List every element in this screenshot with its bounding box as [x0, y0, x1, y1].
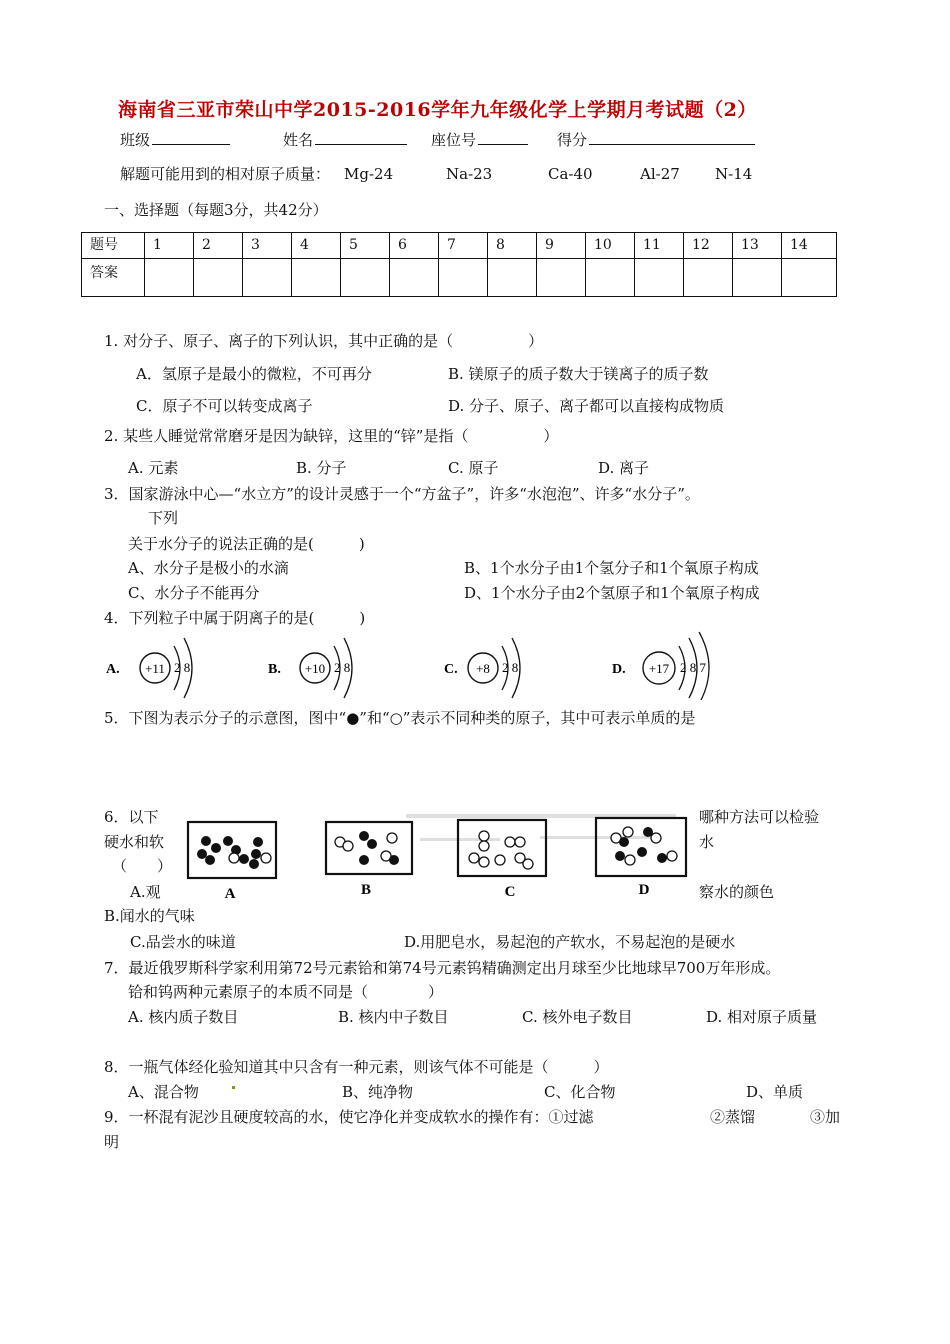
q4-option-d-diagram — [612, 632, 709, 700]
black-atom — [619, 837, 629, 847]
q4-stem: 4．下列粒子中属于阴离子的是( ) — [104, 609, 366, 627]
q6-line1-left: 6．以下 — [104, 808, 159, 826]
q3-option-a: A、水分子是极小的水滴 — [128, 559, 289, 577]
name-blank[interactable] — [315, 128, 407, 145]
q9-operation-3: ③加 — [810, 1108, 841, 1126]
white-atom — [387, 833, 397, 843]
q3-stem-continued: 下列 — [148, 509, 179, 527]
white-atom — [651, 833, 661, 843]
q6-option-a-left: A.观 — [130, 883, 161, 901]
table-cell-number: 10 — [586, 233, 635, 259]
black-atom — [223, 836, 233, 846]
q4-option-a-shells: 2 8 — [174, 660, 191, 675]
diagram-frame — [596, 818, 686, 876]
q5-stem: 5．下图为表示分子的示意图，图中“●”和“○”表示不同种类的原子，其中可表示单质的是 — [104, 709, 696, 727]
q2-option-d: D. 离子 — [598, 459, 650, 477]
q5-option-a-label: A — [224, 886, 236, 902]
table-cell-number: 5 — [341, 233, 390, 259]
white-atom — [505, 837, 515, 847]
q7-stem-2: 铪和钨两种元素原子的本质不同是（ ） — [128, 983, 444, 1001]
black-atom — [657, 853, 667, 863]
q8-option-c: C、化合物 — [544, 1083, 616, 1101]
q8-stem: 8．一瓶气体经化验知道其中只含有一种元素，则该气体不可能是（ ） — [104, 1058, 609, 1076]
q3-stem: 3．国家游泳中心—“水立方”的设计灵感于一个“方盆子”，许多“水泡泡”、许多“水分子”。 — [104, 485, 700, 503]
black-atom — [197, 849, 207, 859]
q4-option-b-nucleus: +10 — [304, 661, 326, 676]
q1-option-c: C．原子不可以转变成离子 — [136, 397, 313, 415]
q8-option-d: D、单质 — [746, 1083, 804, 1101]
q3-option-b: B、1个水分子由1个氢分子和1个氧原子构成 — [464, 559, 759, 577]
answer-cell[interactable] — [635, 259, 684, 297]
black-atom — [211, 843, 221, 853]
white-atom — [515, 837, 525, 847]
q5-option-c-box — [458, 820, 546, 900]
atomic-mass-mg: Mg-24 — [344, 165, 394, 183]
table-cell-number: 14 — [782, 233, 837, 259]
q7-option-c: C. 核外电子数目 — [522, 1008, 633, 1026]
answer-cell[interactable] — [684, 259, 733, 297]
q4-atom-diagrams — [100, 628, 740, 700]
white-atom — [261, 853, 271, 863]
answer-table-number-row — [82, 233, 837, 259]
answer-cell[interactable] — [194, 259, 243, 297]
score-blank[interactable] — [589, 128, 755, 145]
class-label: 班级 — [120, 131, 151, 149]
q7-option-b: B. 核内中子数目 — [338, 1008, 449, 1026]
table-cell-number: 1 — [145, 233, 194, 259]
q1-option-a: A．氢原子是最小的微粒，不可再分 — [136, 365, 372, 383]
answer-table — [81, 232, 837, 297]
table-cell-number: 4 — [292, 233, 341, 259]
table-cell-number: 7 — [439, 233, 488, 259]
q2-option-c: C. 原子 — [448, 459, 499, 477]
q1-stem: 1. 对分子、原子、离子的下列认识，其中正确的是（ ） — [104, 332, 544, 350]
q4-option-c-letter: C. — [444, 662, 458, 677]
q4-option-a-diagram — [106, 638, 192, 698]
seat-blank[interactable] — [478, 128, 528, 145]
white-atom — [479, 841, 489, 851]
name-label: 姓名 — [283, 131, 314, 149]
table-cell-number: 2 — [194, 233, 243, 259]
q9-stem-continued: 明 — [104, 1133, 120, 1151]
answer-cell[interactable] — [782, 259, 837, 297]
class-blank[interactable] — [152, 128, 230, 145]
black-atom — [251, 849, 261, 859]
q3-option-c: C、水分子不能再分 — [128, 584, 260, 602]
q5-option-d-box — [596, 818, 686, 898]
answer-cell[interactable] — [145, 259, 194, 297]
q6-option-a-right: 察水的颜色 — [699, 883, 775, 901]
q1-option-d: D. 分子、原子、离子都可以直接构成物质 — [448, 397, 725, 415]
answer-cell[interactable] — [733, 259, 782, 297]
q6-answer-paren: （ ） — [112, 857, 173, 875]
white-atom — [469, 853, 479, 863]
white-atom — [667, 851, 677, 861]
q5-option-c-label: C — [504, 884, 516, 900]
score-field — [557, 128, 755, 150]
table-cell-number: 12 — [684, 233, 733, 259]
q2-option-a: A. 元素 — [128, 459, 179, 477]
answer-cell[interactable] — [586, 259, 635, 297]
table-header-answer: 答案 — [82, 259, 145, 297]
q5-option-d-label: D — [638, 882, 650, 898]
stray-dot — [232, 1086, 235, 1089]
black-atom — [249, 859, 259, 869]
q4-option-c-diagram — [444, 638, 520, 698]
black-atom — [253, 837, 263, 847]
answer-cell[interactable] — [341, 259, 390, 297]
answer-cell[interactable] — [292, 259, 341, 297]
atomic-mass-na: Na-23 — [446, 165, 493, 183]
atomic-mass-ca: Ca-40 — [548, 165, 593, 183]
q6-line2-right: 水 — [699, 833, 715, 851]
q4-option-b-letter: B. — [268, 662, 281, 677]
q4-option-c-nucleus: +8 — [476, 661, 490, 676]
q8-option-a: A、混合物 — [128, 1083, 199, 1101]
diagram-frame — [458, 820, 546, 876]
q3-stem-2: 关于水分子的说法正确的是( ) — [128, 535, 365, 553]
white-atom — [623, 827, 633, 837]
q5-option-a-box — [188, 822, 276, 902]
q6-option-c: C.品尝水的味道 — [130, 933, 236, 951]
q5-molecule-diagrams — [180, 808, 690, 902]
q2-stem: 2. 某些人睡觉常常磨牙是因为缺锌，这里的“锌”是指（ ） — [104, 427, 559, 445]
score-label: 得分 — [557, 131, 588, 149]
q6-line2-left: 硬水和软 — [104, 833, 165, 851]
white-atom — [479, 831, 489, 841]
answer-cell[interactable] — [488, 259, 537, 297]
seat-label: 座位号 — [431, 131, 477, 149]
answer-cell[interactable] — [390, 259, 439, 297]
q5-option-b-label: B — [360, 882, 372, 898]
q1-option-b: B. 镁原子的质子数大于镁离子的质子数 — [448, 365, 709, 383]
q6-option-b: B.闻水的气味 — [104, 907, 195, 925]
q8-option-b: B、纯净物 — [342, 1083, 414, 1101]
name-field — [283, 128, 407, 150]
q9-operation-2: ②蒸馏 — [710, 1108, 756, 1126]
table-cell-number: 13 — [733, 233, 782, 259]
black-atom — [205, 855, 215, 865]
q4-option-b-diagram — [268, 638, 352, 698]
table-cell-number: 6 — [390, 233, 439, 259]
section-heading: 一、选择题（每题3分，共42分） — [104, 201, 328, 219]
white-atom — [625, 855, 635, 865]
q5-option-b-box — [326, 822, 412, 898]
atomic-mass-al: Al-27 — [640, 165, 680, 183]
q4-option-c-shells: 2 8 — [502, 660, 519, 675]
q9-stem: 9．一杯混有泥沙且硬度较高的水，使它净化并变成软水的操作有：①过滤 — [104, 1108, 594, 1126]
q3-option-d: D、1个水分子由2个氢原子和1个氧原子构成 — [464, 584, 760, 602]
table-cell-number: 3 — [243, 233, 292, 259]
white-atom — [495, 855, 505, 865]
q4-option-a-nucleus: +11 — [145, 661, 165, 676]
seat-field — [431, 128, 528, 150]
answer-cell[interactable] — [537, 259, 586, 297]
page-title: 海南省三亚市荣山中学2015-2016学年九年级化学上学期月考试题（2） — [118, 99, 757, 121]
black-atom — [637, 847, 647, 857]
black-atom — [615, 851, 625, 861]
q2-option-b: B. 分子 — [296, 459, 347, 477]
black-atom — [359, 855, 369, 865]
answer-table-answer-row — [82, 259, 837, 297]
class-field — [120, 128, 230, 150]
white-atom — [343, 841, 353, 851]
q4-option-b-shells: 2 8 — [334, 660, 351, 675]
table-header-number: 题号 — [82, 233, 145, 259]
black-atom — [389, 855, 399, 865]
q7-option-a: A. 核内质子数目 — [128, 1008, 239, 1026]
answer-cell[interactable] — [439, 259, 488, 297]
answer-cell[interactable] — [243, 259, 292, 297]
atomic-mass-n: N-14 — [715, 165, 753, 183]
atomic-mass-label: 解题可能用到的相对原子质量： — [120, 165, 331, 183]
table-cell-number: 11 — [635, 233, 684, 259]
white-atom — [229, 853, 239, 863]
black-atom — [359, 831, 369, 841]
black-atom — [239, 854, 249, 864]
q7-stem: 7．最近俄罗斯科学家利用第72号元素铪和第74号元素钨精确测定出月球至少比地球早700万年形成。 — [104, 959, 781, 977]
table-cell-number: 8 — [488, 233, 537, 259]
white-atom — [523, 859, 533, 869]
q7-option-d: D. 相对原子质量 — [706, 1008, 818, 1026]
q6-option-d: D.用肥皂水，易起泡的产软水，不易起泡的是硬水 — [404, 933, 736, 951]
white-atom — [479, 857, 489, 867]
q4-option-d-letter: D. — [612, 662, 626, 677]
q4-option-d-nucleus: +17 — [648, 661, 670, 676]
q6-line1-right: 哪种方法可以检验 — [699, 808, 820, 826]
black-atom — [367, 839, 377, 849]
black-atom — [201, 836, 211, 846]
table-cell-number: 9 — [537, 233, 586, 259]
q4-option-d-shells: 2 8 7 — [680, 660, 706, 675]
q4-option-a-letter: A. — [106, 662, 120, 677]
